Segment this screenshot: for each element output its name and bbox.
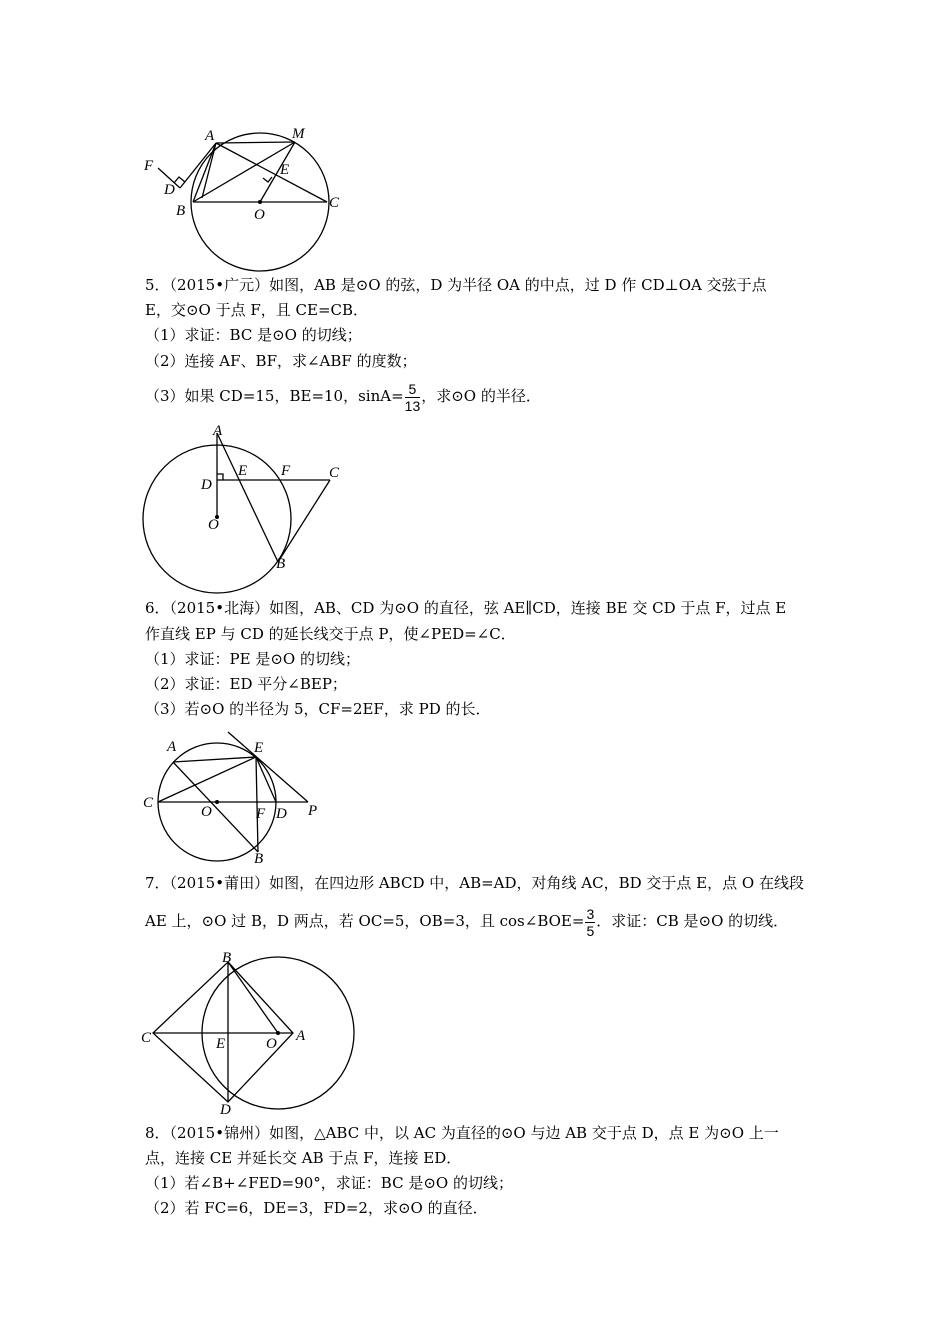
fraction-denominator: 13 xyxy=(404,397,421,414)
figure-problem4-svg xyxy=(130,120,360,270)
label-f: F xyxy=(281,463,291,479)
right-angle-e xyxy=(263,177,272,182)
label-m: M xyxy=(292,126,305,142)
problem5-q3-suffix: ，求⊙O 的半径． xyxy=(421,387,541,405)
label-c: C xyxy=(329,195,340,211)
point-o xyxy=(276,1031,280,1035)
label-o: O xyxy=(254,207,265,223)
label-e: E xyxy=(216,1036,226,1052)
problem8-question2: （2）若 FC=6，DE=3，FD=2，求⊙O 的直径． xyxy=(145,1199,488,1217)
problem5-line1: 5．（2015•广元）如图，AB 是⊙O 的弦，D 为半径 OA 的中点，过 D 作 CD⊥OA 交弦于点 xyxy=(145,276,767,294)
label-d: D xyxy=(164,182,175,198)
problem6-question2: （2）求证：ED 平分∠BEP； xyxy=(145,675,347,693)
figure-problem5 xyxy=(138,425,358,595)
segment-eb xyxy=(256,757,258,852)
problem8-question1: （1）若∠B+∠FED=90°，求证：BC 是⊙O 的切线； xyxy=(145,1174,513,1192)
label-o: O xyxy=(208,517,219,533)
problem6-question1: （1）求证：PE 是⊙O 的切线； xyxy=(145,650,360,668)
label-e: E xyxy=(280,162,290,178)
problem7-line2-prefix: AE 上，⊙O 过 B，D 两点，若 OC=5，OB=3，且 cos∠BOE= xyxy=(145,912,585,930)
problem8-line2: 点，连接 CE 并延长交 AB 于点 F，连接 ED． xyxy=(145,1149,462,1167)
segment-am xyxy=(216,142,295,143)
figure-problem6-svg xyxy=(138,727,338,867)
problem7-cos-fraction xyxy=(585,906,595,939)
label-o: O xyxy=(201,804,212,820)
label-a: A xyxy=(213,423,223,439)
figure-problem7-svg xyxy=(138,950,368,1120)
problem5-question3 xyxy=(145,377,541,415)
label-p: P xyxy=(308,803,318,819)
problem5-q3-prefix: （3）如果 CD=15，BE=10，sinA= xyxy=(145,387,404,405)
fraction-numerator: 5 xyxy=(405,381,421,398)
fraction-denominator: 5 xyxy=(586,922,595,939)
problem5-line2: E，交⊙O 于点 F，且 CE=CB． xyxy=(145,301,369,319)
point-o xyxy=(215,800,219,804)
label-d: D xyxy=(276,806,287,822)
figure-problem7 xyxy=(138,950,368,1120)
problem5-question1: （1）求证：BC 是⊙O 的切线； xyxy=(145,326,362,344)
problem5-question2: （2）连接 AF、BF，求∠ABF 的度数； xyxy=(145,352,417,370)
figure-problem5-svg xyxy=(138,425,358,595)
segment-ac xyxy=(216,143,327,202)
quadrilateral-abcd xyxy=(153,962,293,1102)
label-b: B xyxy=(176,203,186,219)
problem6-line2: 作直线 EP 与 CD 的延长线交于点 P，使∠PED=∠C． xyxy=(145,625,516,643)
label-d: D xyxy=(201,477,212,493)
segment-ed xyxy=(256,757,276,802)
segment-ab xyxy=(193,143,216,202)
label-o: O xyxy=(266,1036,277,1052)
line-ep xyxy=(228,732,308,802)
segment-ae xyxy=(173,757,256,762)
label-a: A xyxy=(296,1028,306,1044)
label-c: C xyxy=(329,465,340,481)
segment-mo xyxy=(260,142,295,202)
fraction-numerator: 3 xyxy=(586,905,595,922)
point-o xyxy=(258,200,262,204)
problem7-line2 xyxy=(145,902,788,940)
label-f: F xyxy=(144,158,154,174)
problem6-question3: （3）若⊙O 的半径为 5，CF=2EF，求 PD 的长． xyxy=(145,700,491,718)
label-c: C xyxy=(141,1030,152,1046)
label-a: A xyxy=(167,739,177,755)
problem8-line1: 8．（2015•锦州）如图，△ABC 中，以 AC 为直径的⊙O 与边 AB 交于点 D，点 E 为⊙O 上一 xyxy=(145,1124,779,1142)
figure-problem4 xyxy=(130,120,360,270)
problem6-line1: 6．（2015•北海）如图，AB、CD 为⊙O 的直径，弦 AE∥CD，连接 BE 交 CD 于点 F，过点 E xyxy=(145,599,787,617)
figure-problem6 xyxy=(138,727,338,867)
right-angle-d xyxy=(217,474,223,480)
label-b: B xyxy=(276,556,286,572)
label-f: F xyxy=(256,806,266,822)
label-b: B xyxy=(254,851,264,867)
label-e: E xyxy=(254,740,264,756)
segment-bo xyxy=(228,962,278,1033)
label-c: C xyxy=(143,795,154,811)
problem5-sin-fraction xyxy=(405,381,421,414)
label-a: A xyxy=(205,128,215,144)
problem7-line1: 7．（2015•莆田）如图，在四边形 ABCD 中，AB=AD，对角线 AC，BD 交于点 E，点 O 在线段 xyxy=(145,874,804,892)
segment-ab xyxy=(217,433,278,562)
label-d: D xyxy=(220,1102,231,1118)
label-e: E xyxy=(238,463,248,479)
label-b: B xyxy=(222,950,232,966)
problem7-line2-suffix: ．求证：CB 是⊙O 的切线． xyxy=(596,912,789,930)
right-angle-d xyxy=(174,177,185,183)
